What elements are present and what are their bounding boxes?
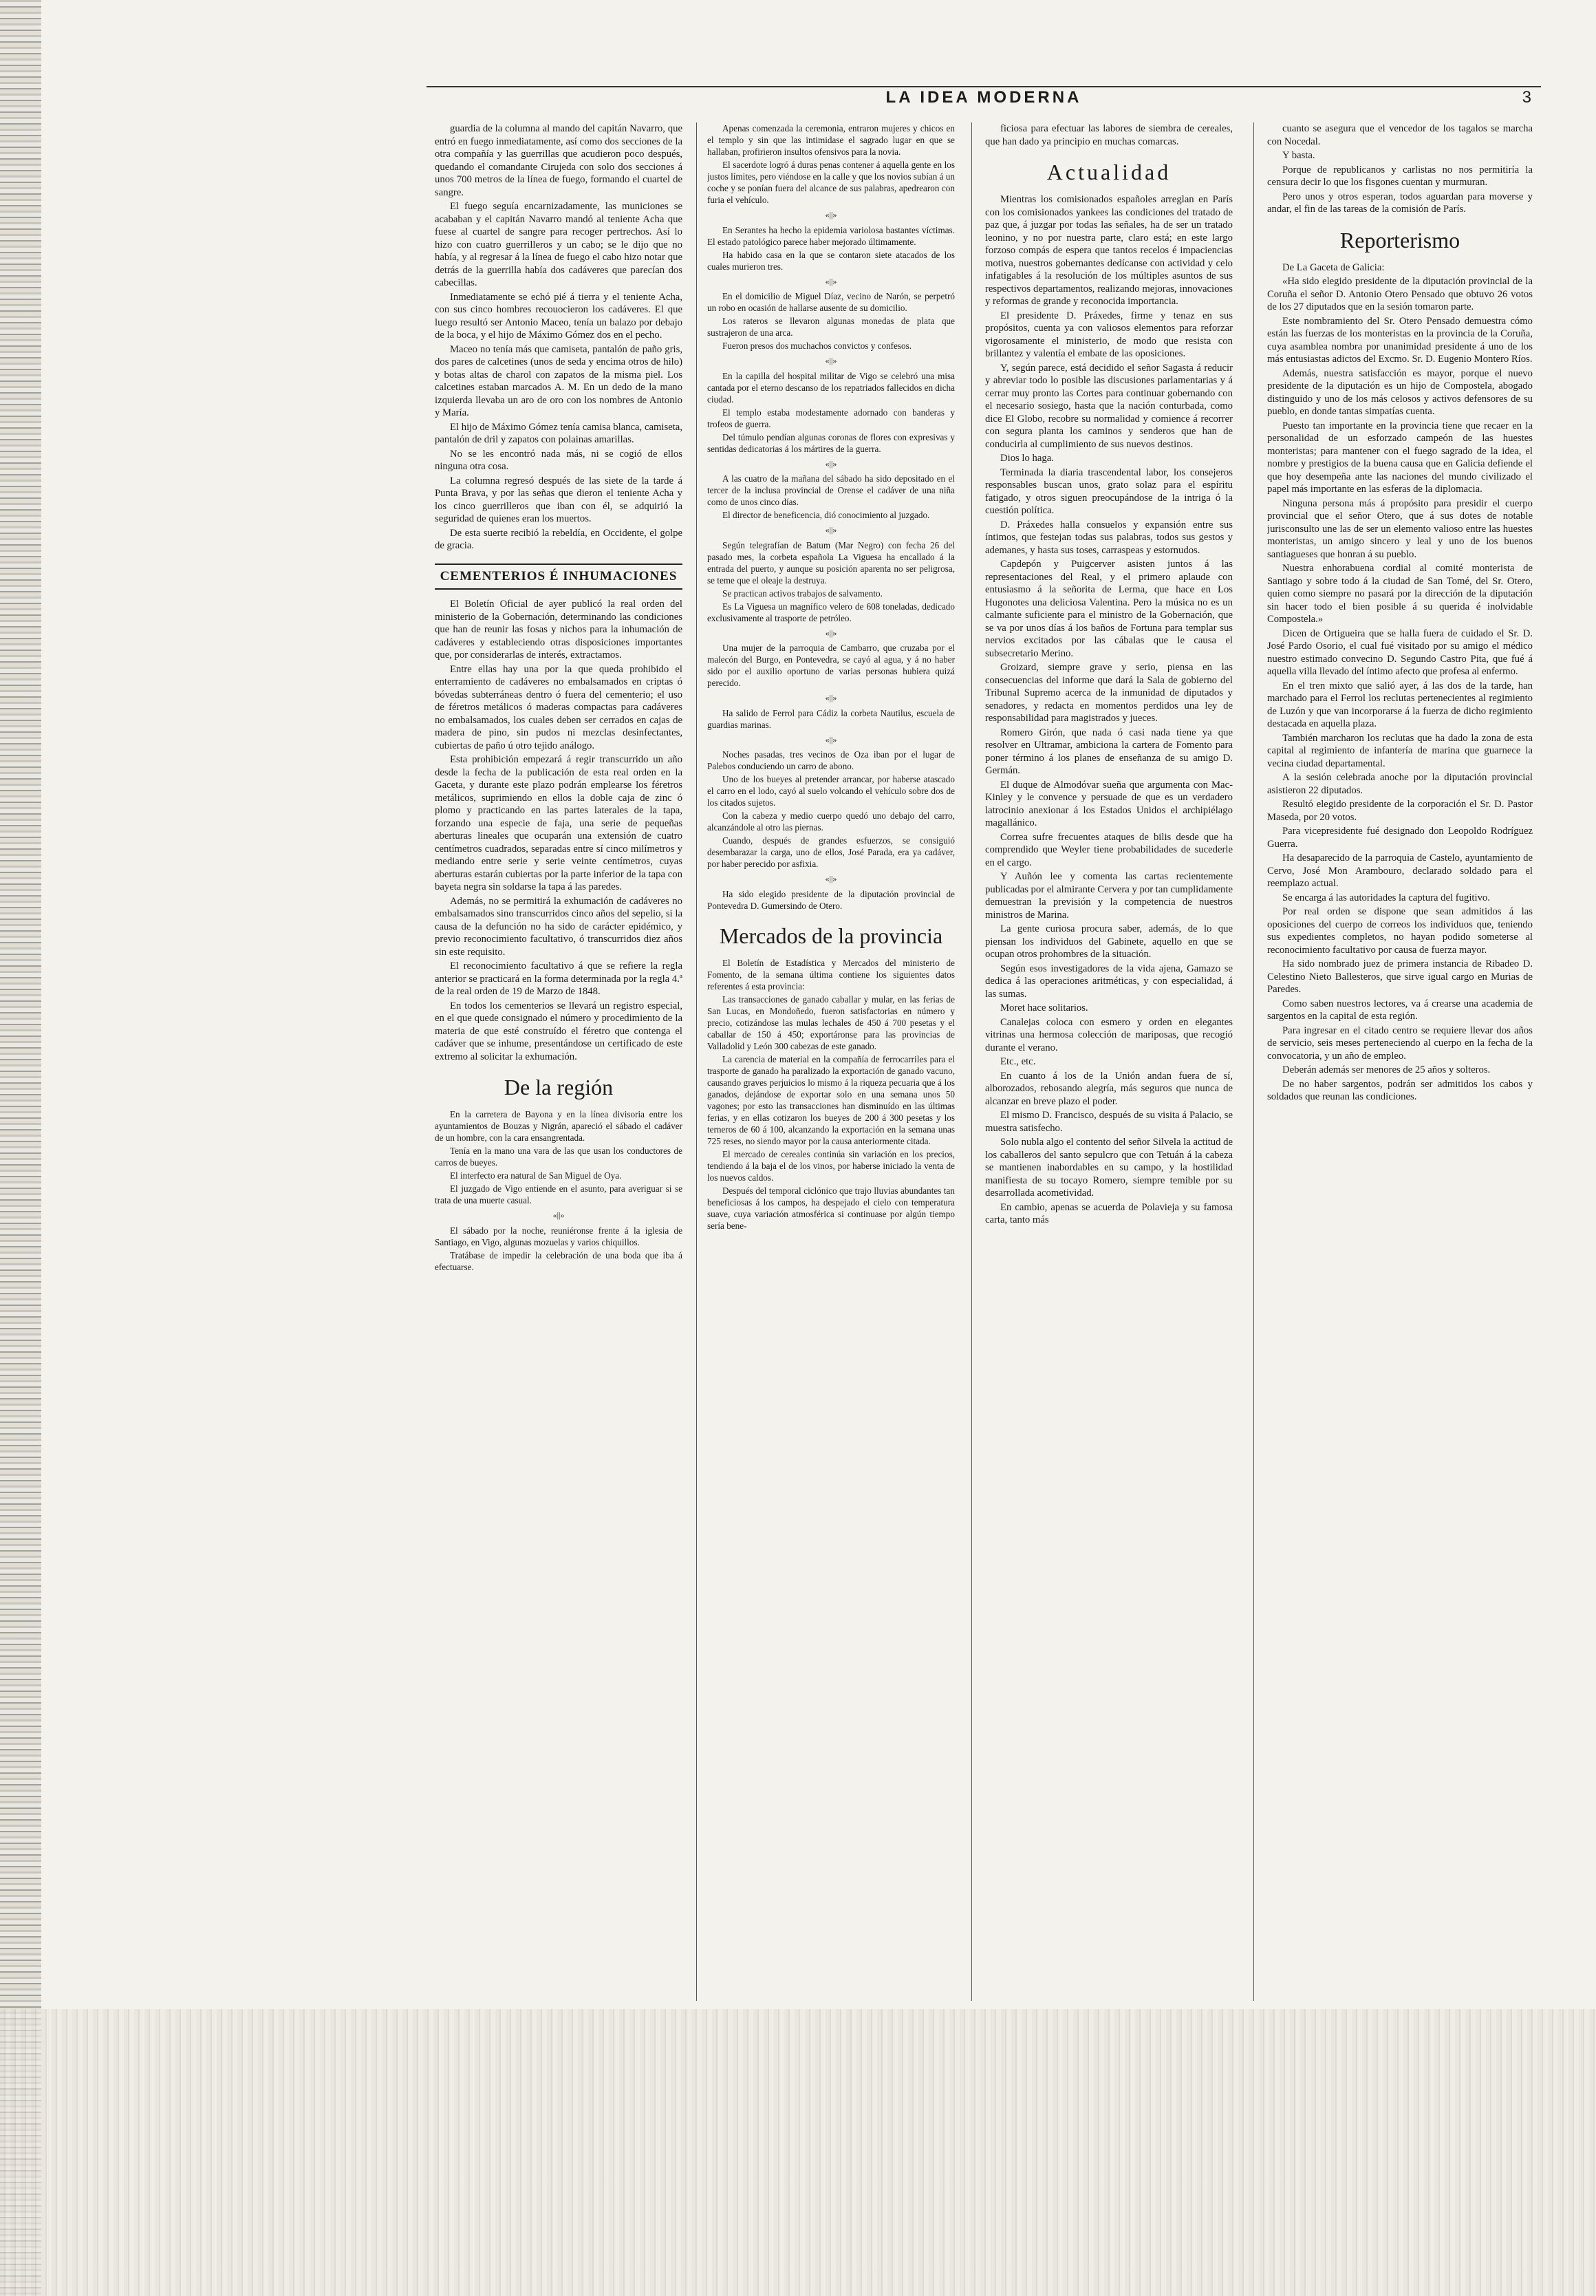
article-paragraph: D. Práxedes halla consuelos y expansión entre sus íntimos, que festejan todas sus palabras, todos sus gestos y ademanes, y hasta sus toses, carraspeas y estornudos. [985,519,1233,556]
article-paragraph: La gente curiosa procura saber, además, de lo que piensan los individuos del Gabinete, aquello en que se ocupan otros prohombres de la situación. [985,923,1233,960]
section-title-reporterismo: Reporterismo [1339,227,1460,253]
article-paragraph: El sábado por la noche, reuniéronse frente á la iglesia de Santiago, en Vigo, algunas mozuelas y varios chiquillos. [435,1225,682,1247]
article-paragraph: El mercado de cereales continúa sin variación en los precios, tendiendo á la baja el de los vinos, por haberse iniciado la venta de los nuevos caldos. [707,1148,955,1183]
article-paragraph: Y, según parece, está decidido el señor Sagasta á reducir y abreviar todo lo posible las discusiones parlamentarias y á cerrar muy pronto las Cortes para continuar gobernando con el necesario sosiego, hasta que la nación conturbada, como dice El Globo, recobre su normalidad y comience á recorrer con segura planta los caminos y senderos que han de conducirla al cumplimiento de sus nuevos destinos. [985,362,1233,450]
article-paragraph: Tenía en la mano una vara de las que usan los conductores de carros de bueyes. [435,1146,682,1168]
masthead-title: LA IDEA MODERNA [885,88,1082,107]
article-paragraph: Inmediatamente se echó pié á tierra y el teniente Acha, con sus cinco hombres recouocieron los cadáveres. El que luego resultó ser Antonio Maceo, tenía un balazo por debajo de la boca, y el hijo de Máximo Gómez dos en el pecho. [435,291,682,341]
article-paragraph: El fuego seguía encarnizadamente, las municiones se acababan y el capitán Navarro mandó al teniente Acha que fuese al cuartel de sangre para recoger pertrechos. Así lo hizo con cuatro guerrilleros y un cabo; se le dijo que no había, y al regresar á la línea de fuego el cabo hizo notar que detrás de la guerrilla había dos cadáveres que parecían dos cabecillas. [435,201,682,288]
article-paragraph: ficiosa para efectuar las labores de siembra de cereales, que han dado ya principio en muchas comarcas. [985,123,1233,147]
article-paragraph: Solo nubla algo el contento del señor Silvela la actitud de los caballeros del santo sepulcro que con Tetuán á la cabeza se mantienen inabordables en su campo, y la hostilidad manifiesta de su tocayo Romero, siempre temible por su desarrollada acometividad. [985,1137,1233,1199]
article-paragraph: «Ha sido elegido presidente de la diputación provincial de la Coruña el señor D. Antonio Otero Pensado que obtuvo 26 votos de los 27 diputados que en la sesión tomaron parte. [1267,276,1533,312]
article-paragraph: El sacerdote logró á duras penas contener á aquella gente en los justos límites, pero viéndose en la calle y que los novios subían á un coche y se ponían fuera del alcance de sus palabras, apedrearon con furia el vehículo. [707,160,955,205]
separator: «||» [825,276,837,286]
article-paragraph: El hijo de Máximo Gómez tenía camisa blanca, camiseta, pantalón de dril y zapatos con polainas amarillas. [435,421,682,445]
article-paragraph: Además, nuestra satisfacción es mayor, porque el nuevo presidente de la diputación es un hijo de Compostela, abogado distinguido y uno de los más celosos y activos defensores de su pueblo, en donde tantas simpatías cuenta. [1267,367,1533,417]
scan-edge-bottom [0,2009,1596,2296]
column-2-top [707,122,955,912]
article-paragraph: El duque de Almodóvar sueña que argumenta con Mac-Kinley y le convence y persuade de que es un verdadero latrocinio anexionar á los Estados Unidos el archipiélago magallánico. [985,779,1233,828]
separator: «||» [825,356,837,365]
scan-edge-left [0,0,41,2296]
article-paragraph: Según esos investigadores de la vida ajena, Gamazo se dedica á las operaciones aritméticas, y con especialidad, á las sumas. [985,963,1233,1000]
article-paragraph: Deberán además ser menores de 25 años y solteros. [1282,1064,1491,1075]
article-paragraph: Noches pasadas, tres vecinos de Oza iban por el lugar de Palebos conduciendo un carro de abono. [707,749,955,771]
article-paragraph: Y basta. [1282,150,1315,161]
article-paragraph: El Boletín Oficial de ayer publicó la real orden del ministerio de la Gobernación, determinando las condiciones que han de reunir las fosas y nichos para la inhumación de cadáveres y estableciendo otras disposiciones importantes que, por considerarlas de interés, extractamos. [435,599,682,661]
article-paragraph: En cambio, apenas se acuerda de Polavieja y su famosa carta, tanto más [985,1201,1233,1225]
masthead-rule [427,86,1541,87]
article-paragraph: Nuestra enhorabuena cordial al comité monterista de Santiago y sobre todo á la ciudad de San Tomé, del Sr. Otero, quien como siempre no pasará por la dirección de la diputación sin hacer todo el bien posible á su querida é inolvidable Compostela.» [1267,563,1533,625]
article-paragraph: También marcharon los reclutas que ha dado la zona de esta capital al regimiento de infantería de marina que guarnece la vecina ciudad departamental. [1267,732,1533,769]
article-paragraph: Terminada la diaria trascendental labor, los consejeros responsables buscan unos, grato solaz para el espíritu fatigado, y otros siguen preocupándose de la intriga ó la cuestión política. [985,466,1233,516]
section-title-mercados: Mercados de la provincia [719,923,943,948]
article-paragraph: Capdepón y Puigcerver asisten juntos á las representaciones del Real, y el primero aplaude con entusiasmo á la señorita de Lerma, que hace en Los Hugonotes una deliciosa Valentina. Pero la música no es un calmante suficiente para el ministro de la Gobernación, que se va por unos días á los baños de Fortuna para templar sus nervios excitados por las cábalas que le causa el subsecretario Merino. [985,559,1233,659]
article-paragraph: De La Gaceta de Galicia: [1282,261,1385,273]
article-paragraph: Etc., etc. [1000,1056,1036,1067]
article-paragraph: Esta prohibición empezará á regir transcurrido un año desde la fecha de la publicación de esta real orden en la Gaceta, y durante este plazo podrán emplearse los féretros metálicos, suprimiendo en ellos la doble caja de zinc ó plomo y practicando en las partes laterales de la tapa, forzando una especie de faja, una serie de pequeñas aberturas lineales que ocuparán una extensión de cuatro centímetros cuadrados, separadas entre sí cinco milímetros y mediando entre serie y serie veinte centímetros, cuyas aberturas estarán cubiertas por la parte inferior de la tapa con bayeta negra sin soldarse la tapa á las paredes. [435,754,682,892]
article-paragraph: Como saben nuestros lectores, va á crearse una academia de sargentos en la capital de esta región. [1267,998,1533,1022]
article-paragraph: Ninguna persona más á propósito para presidir el cuerpo provincial que el señor Otero, que á sus dotes de notable jurisconsulto une las de ser un elemento valioso entre las huestes monteristas, un amigo sincero y leal y uno de los buenos santiagueses que honran á su pueblo. [1267,497,1533,560]
column-3 [985,122,1233,2001]
article-paragraph: Tratábase de impedir la celebración de una boda que iba á efectuarse. [435,1249,682,1272]
masthead [427,88,1541,109]
article-paragraph: Ha habido casa en la que se contaron siete atacados de los cuales murieron tres. [707,249,955,272]
article-paragraph: Por real orden se dispone que sean admitidos á las oposiciones del cuerpo de correos los individuos que, teniendo sus expedientes completos, no hayan podido someterse al reconocimiento facultativo por causa de fuerza mayor. [1267,906,1533,956]
section-title-actualidad: Actualidad [1046,160,1172,184]
article-paragraph: Según telegrafían de Batum (Mar Negro) con fecha 26 del pasado mes, la corbeta española La Viguesa ha encallado á la entrada del puerto, y aunque su posición aparenta no ser peligrosa, se teme que el oleaje la destruya. [707,539,955,586]
article-paragraph: Moret hace solitarios. [1000,1002,1088,1013]
section-title-cementerios: CEMENTERIOS É INHUMACIONES [435,564,682,590]
article-paragraph: Puesto tan importante en la provincia tiene que recaer en la personalidad de un esforzado campeón de las huestes monteristas; para mantener con el fuego sagrado de la idea, el nombre y prestigios de la buena causa que en Galicia defiende el que hoy desempeña ante las naciones del mundo civilizado el papel más importante en las esferas de la diplomacia. [1267,420,1533,495]
article-paragraph: El director de beneficencia, dió conocimiento al juzgado. [722,510,930,520]
column-4-top [1267,122,1533,216]
article-paragraph: Canalejas coloca con esmero y orden en elegantes vitrinas una hermosa colección de mariposas, que recogió durante el verano. [985,1016,1233,1053]
article-paragraph: Se practican activos trabajos de salvamento. [722,588,883,599]
page-number: 3 [1522,88,1531,107]
article-paragraph: Mientras los comisionados españoles arreglan en París con los comisionados yankees las condiciones del tratado de paz que, á juzgar por todas las señales, ha de ser un tratado leonino, y no por nuestra parte, claro está; en este largo forzoso compás de espera que tantos recelos é impaciencias motiva, nuestros gobernantes dedícanse con actividad y celo infatigables á la resolución de los múltiples asuntos de sus respectivos departamentos, realizando mejoras, innovaciones y reformas de grande y reconocida importancia. [985,194,1233,307]
article-paragraph: Dios lo haga. [1000,453,1054,464]
article-paragraph: En cuanto á los de la Unión andan fuera de sí, alborozados, rebosando alegría, más seguros que nunca de alcanzar en breve plazo el poder. [985,1070,1233,1107]
article-paragraph: De no haber sargentos, podrán ser admitidos los cabos y soldados que reunan las condiciones. [1267,1078,1533,1102]
article-paragraph: Ha salido de Ferrol para Cádiz la corbeta Nautilus, escuela de guardias marinas. [707,707,955,730]
column-1 [435,122,682,2001]
separator: «||» [825,693,837,702]
article-paragraph: Del túmulo pendían algunas coronas de flores con expresivas y sentidas dedicatorias á los mártires de la guerra. [707,431,955,454]
column-rule [1253,122,1254,2001]
section-body-reporterismo [1267,261,1533,1104]
section-title-region: De la región [504,1075,614,1099]
article-paragraph: Romero Girón, que nada ó casi nada tiene ya que resolver en Ultramar, ambiciona la cartera de Fomento para poner término á los planes de enseñanza de su amigo D. Germán. [985,727,1233,776]
article-paragraph: Y Auñón lee y comenta las cartas recientemente publicadas por el almirante Cervera y por tan cumplidamente demuestran la previsión y la competencia de nuestros ministros de Marina. [985,871,1233,921]
article-paragraph: Ha sido elegido presidente de la diputación provincial de Pontevedra D. Gumersindo de Otero. [707,888,955,911]
column-2 [707,122,955,2001]
article-paragraph: Maceo no tenía más que camiseta, pantalón de paño gris, dos pares de calcetines (unos de seda y encima otros de hilo) y botas altas de charol con zapatos de la misma piel. Los calcetines estaban marcados A. M. En un dedo de la mano izquierda llevaba un aro de oro con los nombres de Antonio y María. [435,343,682,418]
article-paragraph: Las transacciones de ganado caballar y mular, en las ferias de San Lucas, en Mondoñedo, fueron satisfactorias en número y precio, cotizándose las mulas lechales de 450 á 700 pesetas y el caballar de 150 á 450; exportáronse para las provincias de Valladolid y León 300 cabezas de este ganado. [707,994,955,1051]
article-paragraph: Para ingresar en el citado centro se requiere llevar dos años de servicio, seis meses perteneciendo al cuerpo en la fecha de la convocatoria, y un año de empleo. [1267,1024,1533,1062]
section-body-mercados [707,957,955,1232]
article-paragraph: No se les encontró nada más, ni se cogió de ellos ninguna otra cosa. [435,448,682,472]
article-paragraph: Pero unos y otros esperan, todos aguardan para moverse y andar, el fin de las tareas de la comisión de París. [1267,191,1533,215]
article-paragraph: Este nombramiento del Sr. Otero Pensado demuestra cómo están las fuerzas de los monteristas en la provincia de la Coruña, cuya asamblea nombra por unanimidad presidente á uno de los más entusiastas adictos del Excmo. Sr. D. Eugenio Montero Ríos. [1267,315,1533,365]
article-paragraph: Resultó elegido presidente de la corporación el Sr. D. Pastor Maseda, por 20 votos. [1267,799,1533,823]
article-paragraph: Uno de los bueyes al pretender arrancar, por haberse atascado el carro en el lodo, cayó al suelo volcando el vehículo sobre dos de los citados sujetos. [707,774,955,808]
article-paragraph: La columna regresó después de las siete de la tarde á Punta Brava, y por las señas que dieron el teniente Acha y los cinco guerrilleros que iban con él, se adquirió la seguridad de quienes eran los muertos. [435,475,682,524]
article-paragraph: De esta suerte recibió la rebeldía, en Occidente, el golpe de gracia. [435,527,682,551]
article-paragraph: cuanto se asegura que el vencedor de los tagalos se marcha con Nocedal. [1267,123,1533,147]
article-paragraph: El reconocimiento facultativo á que se refiere la regla anterior se practicará en la forma determinada por la regla 4.ª de la real orden de 19 de Marzo de 1848. [435,961,682,997]
column-4 [1267,122,1533,2001]
separator: «||» [825,210,837,219]
article-paragraph: La carencia de material en la compañía de ferrocarriles para el trasporte de ganado ha paralizado la exportación de ganado vacuno, causando graves perjuicios lo mismo á la riqueza pecuaria que á los ganados, dejándose de exportar solo en una semana unos 50 vagones; por esto las transacciones han disminuído en las últimas ferias, y en ellas cotizaron los bueyes de 200 á 300 pesetas y los terneros de 60 á 100, alcanzando la exportación en la semana unas 725 reses, no siendo mayor por la causa anteriormente citada. [707,1053,955,1146]
article-paragraph: Los rateros se llevaron algunas monedas de plata que sustrajeron de una arca. [707,316,955,338]
section-body-actualidad [985,193,1233,1227]
article-paragraph: En todos los cementerios se llevará un registro especial, en el que quede consignado el número y procedimiento de la materia de que esté construído el féretro que contenga el cadáver que se inhume, presentándose un certificado de este extremo al solicitar la exhumación. [435,1000,682,1062]
article-paragraph: Dicen de Ortigueira que se halla fuera de cuidado el Sr. D. José Pardo Osorio, el cual fué visitado por su amigo el médico nuestro estimado convecino D. Segundo Castro Pita, que fué á aquella villa llevado del íntimo afecto que profesa al enfermo. [1267,627,1533,677]
article-paragraph: En la capilla del hospital militar de Vigo se celebró una misa cantada por el eterno descanso de los repatriados fallecidos en dicha ciudad. [707,370,955,405]
section-body-region [435,1108,682,1273]
article-paragraph: El juzgado de Vigo entiende en el asunto, para averiguar si se trata de una muerte casual. [435,1183,682,1205]
column-rule [971,122,972,2001]
article-paragraph: En el domicilio de Miguel Díaz, vecino de Narón, se perpetró un robo en ocasión de hallarse ausente de su domicilio. [707,291,955,313]
article-paragraph: Cuando, después de grandes esfuerzos, se consiguió desembarazar la carga, uno de ellos, José Parada, era ya cadáver, por haber perecido por asfixia. [707,835,955,869]
article-paragraph: El interfecto era natural de San Miguel de Oya. [450,1170,622,1181]
article-paragraph: Porque de republicanos y carlistas no nos permitiría la censura decir lo que los fisgones cuentan y murmuran. [1267,164,1533,188]
article-paragraph: El Boletín de Estadística y Mercados del ministerio de Fomento, de la semana última contiene los siguientes datos referentes á esta provincia: [707,957,955,991]
article-paragraph: Correa sufre frecuentes ataques de bilis desde que ha comprendido que Weyler tiene probabilidades de sucederle en el cargo. [985,831,1233,868]
article-paragraph: A la sesión celebrada anoche por la diputación provincial asistieron 22 diputados. [1267,772,1533,796]
separator: «||» [825,627,837,638]
column-rule [696,122,697,2001]
article-paragraph: Después del temporal ciclónico que trajo lluvias abundantes tan beneficiosas á los campos, ha despejado el cielo con temperatura suave, cuya variación atmosférica si continuase por algún tiempo sería bene- [707,1185,955,1231]
article-paragraph: Se encarga á las autoridades la captura del fugitivo. [1282,892,1490,903]
column-1-top [435,122,682,552]
article-paragraph: Es La Viguesa un magnífico velero de 608 toneladas, dedicado exclusivamente al trasporte de petróleo. [707,601,955,623]
article-paragraph: Fueron presos dos muchachos convictos y confesos. [722,341,912,351]
separator: «||» [825,525,837,535]
article-paragraph: El presidente D. Práxedes, firme y tenaz en sus propósitos, cuenta ya con valiosos elementos para reforzar vigorosamente el ministerio, de modo que resista con brillantez y valentía el embate de las oposiciones. [985,310,1233,359]
article-paragraph: En Serantes ha hecho la epidemia variolosa bastantes víctimas. El estado patológico parece haber mejorado últimamente. [707,224,955,247]
separator: «||» [552,1210,565,1220]
article-paragraph: El templo estaba modestamente adornado con banderas y trofeos de guerra. [707,407,955,429]
separator: «||» [825,734,837,744]
article-paragraph: Apenas comenzada la ceremonia, entraron mujeres y chicos en el templo y sin que las intimidase el sagrado lugar en que se hallaban, profirieron insultos ofensivos para la novia. [707,123,955,157]
article-paragraph: Para vicepresidente fué designado don Leopoldo Rodríguez Guerra. [1267,826,1533,850]
separator: «||» [825,458,837,469]
article-paragraph: Además, no se permitirá la exhumación de cadáveres no embalsamados sino transcurridos cinco años del sepelio, si la causa de la defunción no ha sido de carácter epidémico, y previo reconocimiento facultativo, ó transcurridos diez años sin este requisito. [435,895,682,958]
article-paragraph: guardia de la columna al mando del capitán Navarro, que entró en fuego inmediatamente, así como dos secciones de la otra compañía y las guerrillas que acudieron poco después, quedando el comandante Cirujeda con solo dos secciones á unos 700 metros de la línea de fuego, formando el cuartel de sangre. [435,123,682,198]
article-paragraph: Ha sido nombrado juez de primera instancia de Ribadeo D. Celestino Nieto Ballesteros, que sirve igual cargo en Murias de Paredes. [1267,958,1533,995]
article-paragraph: Entre ellas hay una por la que queda prohibido el enterramiento de cadáveres no embalsamados en criptas ó bóvedas subterráneas dentro ó fuera del cementerio; el uso de féretros metálicos ó maderas compactas para cadáveres no embalsamados, los cuales deben ser cerrados en cajas de madera de pino, sin pudos ni mezclas desinfectantes, cubiertas de paño ú otro tejido análogo. [435,663,682,751]
article-paragraph: Una mujer de la parroquia de Cambarro, que cruzaba por el malecón del Burgo, en Pontevedra, se cayó al agua, y á no haber sido por el auxilio oportuno de varias personas hubiera quizá perecido. [707,643,955,688]
article-paragraph: Con la cabeza y medio cuerpo quedó uno debajo del carro, alcanzándole al otro las piernas. [707,811,955,833]
article-paragraph: En el tren mixto que salió ayer, á las dos de la tarde, han marchado para el Ferrol los reclutas pertenecientes al regimiento de Luzón y que van incorporarse á la fuerza de dicho regimiento destacada en aquella plaza. [1267,680,1533,729]
separator: «||» [825,874,837,883]
article-paragraph: Ha desaparecido de la parroquia de Castelo, ayuntamiento de Cervo, José Mon Arambouro, declarado soldado para el reemplazo actual. [1267,852,1533,889]
section-body-cementerios [435,598,682,1063]
article-paragraph: El mismo D. Francisco, después de su visita á Palacio, se muestra satisfecho. [985,1110,1233,1134]
article-paragraph: Groizard, siempre grave y serio, piensa en las consecuencias del informe que dará la Sala de gobierno del Tribunal Supremo acerca de la inmunidad de diputados y senadores, y redacta en momentos perdidos una ley de responsabilidad para magistrados y jueces. [985,662,1233,724]
article-paragraph: En la carretera de Bayona y en la línea divisoria entre los ayuntamientos de Bouzas y Nigrán, apareció el sábado el cadáver de un hombre, con la cara ensangrentada. [435,1109,682,1143]
article-paragraph: A las cuatro de la mañana del sábado ha sido depositado en el tercer de la inclusa provincial de Orense el cadáver de una niña como de unos cinco días. [707,473,955,507]
